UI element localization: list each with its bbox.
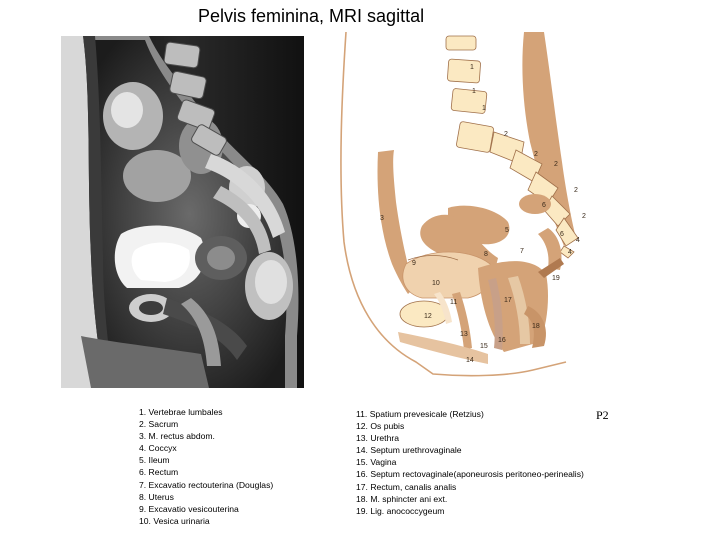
diagram-number-label: 2 — [582, 213, 586, 220]
legend-item: 15. Vagina — [356, 457, 397, 468]
legend-item: 10. Vesica urinaria — [139, 515, 210, 526]
legend-item: 7. Excavatio rectouterina (Douglas) — [139, 479, 274, 490]
legend-item: 6. Rectum — [139, 467, 179, 478]
diagram-number-label: 3 — [380, 215, 384, 222]
diagram-number-label: 8 — [484, 251, 488, 258]
diagram-number-label: 2 — [574, 187, 578, 194]
slide-title: Pelvis feminina, MRI sagittal — [198, 6, 425, 26]
plate-code: P2 — [596, 408, 609, 422]
diagram-number-label: 14 — [466, 357, 474, 364]
diagram-number-label: 6 — [560, 231, 564, 238]
diagram-number-label: 9 — [412, 260, 416, 267]
diagram-number-label: 12 — [424, 313, 432, 320]
diagram-number-label: 7 — [520, 248, 524, 255]
diagram-number-label: 11 — [450, 299, 458, 306]
diagram-number-label: 15 — [480, 343, 488, 350]
diagram-number-label: 10 — [432, 280, 440, 287]
diagram-number-label: 16 — [498, 337, 506, 344]
legend-item: 9. Excavatio vesicouterina — [139, 503, 239, 514]
legend-item: 8. Uterus — [139, 491, 174, 502]
anatomy-diagram — [338, 32, 600, 382]
diagram-number-label: 4 — [576, 237, 580, 244]
diagram-number-label: 19 — [552, 275, 560, 282]
diagram-number-label: 1 — [472, 88, 476, 95]
legend-item: 3. M. rectus abdom. — [139, 431, 215, 442]
legend-item: 12. Os pubis — [356, 421, 405, 432]
vertebra — [456, 121, 494, 153]
legend-item: 16. Septum rectovaginale(aponeurosis peritoneo-perinealis) — [356, 469, 584, 480]
diagram-number-label: 2 — [504, 131, 508, 138]
legend-right — [356, 408, 584, 517]
diagram-number-label: 18 — [532, 323, 540, 330]
diagram-number-label: 4 — [568, 249, 572, 256]
diagram-number-label: 13 — [460, 331, 468, 338]
legend-item: 17. Rectum, canalis analis — [356, 481, 457, 492]
diagram-number-label: 1 — [470, 64, 474, 71]
rectum-upper — [519, 194, 551, 214]
legend-item: 1. Vertebrae lumbales — [139, 407, 223, 417]
diagram-number-label: 17 — [504, 297, 512, 304]
legend-left — [139, 406, 273, 527]
legend-item: 18. M. sphincter ani ext. — [356, 493, 448, 504]
mri-sagittal-image — [61, 36, 304, 388]
diagram-number-label: 1 — [482, 105, 486, 112]
legend-item: 19. Lig. anococcygeum — [356, 505, 445, 516]
diagram-number-label: 2 — [534, 151, 538, 158]
legend-item: 5. Ileum — [139, 455, 170, 466]
urinary-bladder — [403, 252, 491, 298]
diagram-number-label: 5 — [505, 227, 509, 234]
diagram-number-label: 2 — [554, 161, 558, 168]
legend-item: 11. Spatium prevesicale (Retzius) — [356, 409, 484, 419]
legend-item: 2. Sacrum — [139, 419, 179, 430]
legend-item: 14. Septum urethrovaginale — [356, 445, 462, 456]
diagram-number-label: 6 — [542, 202, 546, 209]
legend-item: 4. Coccyx — [139, 443, 177, 454]
vertebra — [447, 59, 480, 83]
legend-item: 13. Urethra — [356, 433, 399, 444]
vertebra — [446, 36, 476, 50]
